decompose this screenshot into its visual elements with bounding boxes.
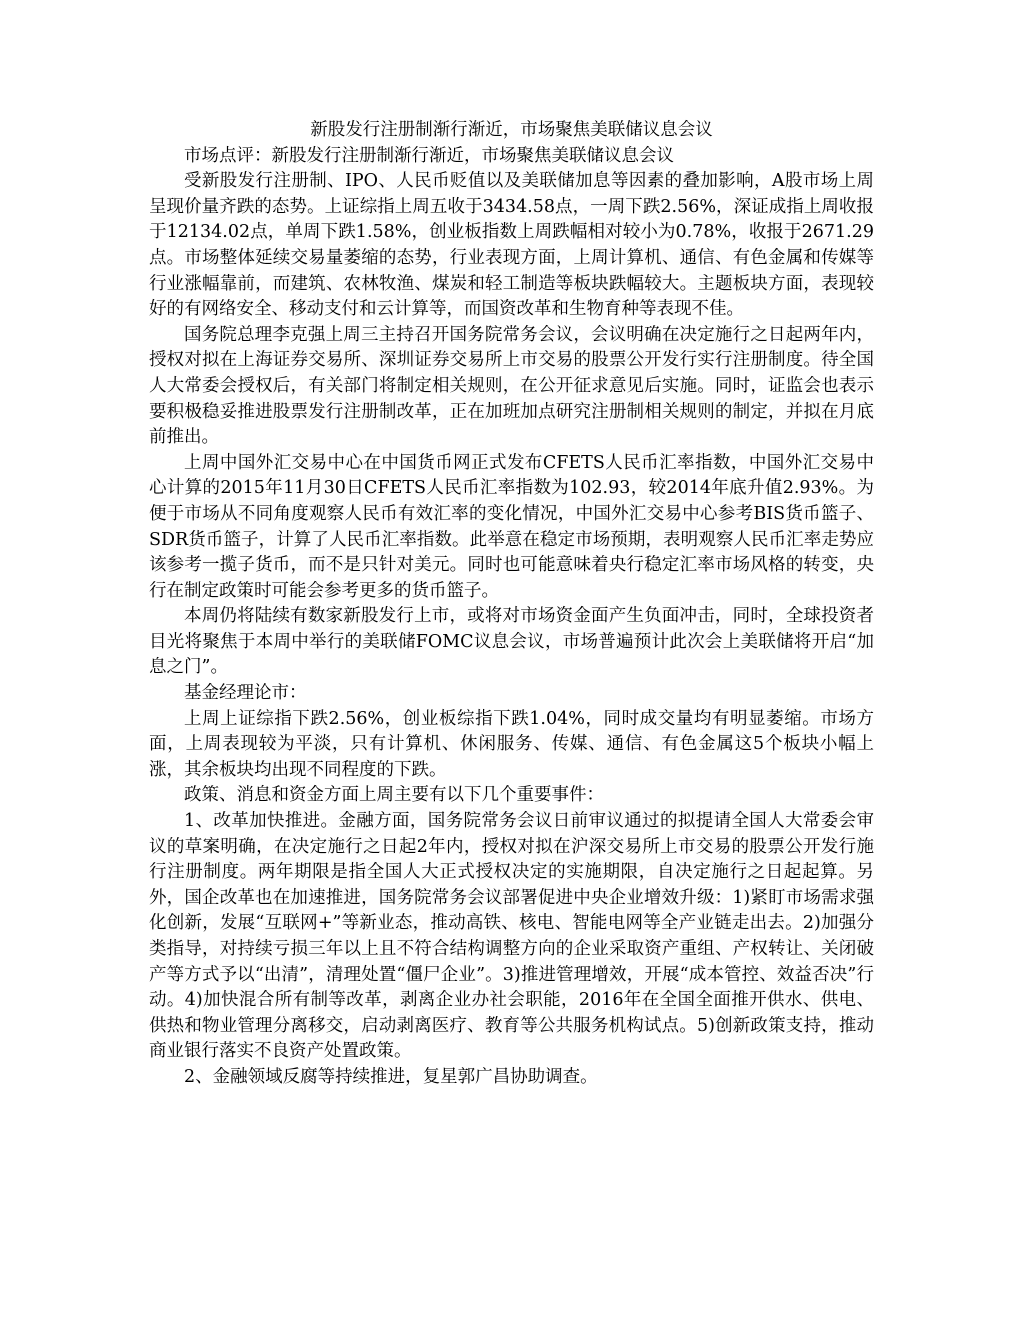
paragraph-fund-manager-heading: 基金经理论市：	[184, 683, 307, 704]
paragraph-outlook: 本周仍将陆续有数家新股发行上市，或将对市场资金面产生负面冲击，同时，全球投资者目光将聚焦于本周中举行的美联储FOMC议息会议，市场普遍预计此次会上美联储将开启“加息之门”。	[149, 606, 874, 678]
paragraph-weekly-summary: 上周上证综指下跌2.56%，创业板综指下跌1.04%，同时成交量均有明显萎缩。市场方面，上周表现较为平淡，只有计算机、休闲服务、传媒、通信、有色金属这5个板块小幅上涨，其余板块均出现不同程度的下跌。	[149, 708, 874, 780]
paragraph-cfets-index: 上周中国外汇交易中心在中国货币网正式发布CFETS人民币汇率指数，中国外汇交易中心计算的2015年11月30日CFETS人民币汇率指数为102.93，较2014年底升值2.93%。为便于市场从不同角度观察人民币有效汇率的变化情况，中国外汇交易中心参考BIS货币篮子、SDR货币篮子，计算了人民币汇率指数。此举意在稳定市场预期，表明观察人民币汇率走势应该参考一揽子货币，而不是只针对美元。同时也可能意味着央行稳定汇率市场风格的转变，央行在制定政策时可能会参考更多的货币篮子。	[149, 452, 874, 601]
paragraph-state-council: 国务院总理李克强上周三主持召开国务院常务会议，会议明确在决定施行之日起两年内，授权对拟在上海证券交易所、深圳证券交易所上市交易的股票公开发行实行注册制度。待全国人大常委会授权后，有关部门将制定相关规则，在公开征求意见后实施。同时，证监会也表示要积极稳妥推进股票发行注册制改革，正在加班加点研究注册制相关规则的制定，并拟在月底前推出。	[149, 324, 874, 448]
paragraph-market-comment-heading: 市场点评：新股发行注册制渐行渐近，市场聚焦美联储议息会议	[184, 145, 674, 166]
paragraph-market-review: 受新股发行注册制、IPO、人民币贬值以及美联储加息等因素的叠加影响，A股市场上周呈现价量齐跌的态势。上证综指上周五收于3434.58点，一周下跌2.56%，深证成指上周收报于12134.02点，单周下跌1.58%，创业板指数上周跌幅相对较小为0.78%，收报于2671.29点。市场整体延续交易量萎缩的态势，行业表现方面，上周计算机、通信、有色金属和传媒等行业涨幅靠前，而建筑、农林牧渔、煤炭和轻工制造等板块跌幅较大。主题板块方面，表现较好的有网络安全、移动支付和云计算等，而国资改革和生物育种等表现不佳。	[149, 171, 874, 320]
paragraph-event-1: 1、改革加快推进。金融方面，国务院常务会议日前审议通过的拟提请全国人大常委会审议的草案明确，在决定施行之日起2年内，授权对拟在沪深交易所上市交易的股票公开发行施行注册制度。两年期限是指全国人大正式授权决定的实施期限，自决定施行之日起起算。另外，国企改革也在加速推进，国务院常务会议部署促进中央企业增效升级：1)紧盯市场需求强化创新，发展“互联网+”等新业态，推动高铁、核电、智能电网等全产业链走出去。2)加强分类指导，对持续亏损三年以上且不符合结构调整方向的企业采取资产重组、产权转让、关闭破产等方式予以“出清”，清理处置“僵尸企业”。3)推进管理增效，开展“成本管控、效益否决”行动。4)加快混合所有制等改革，剥离企业办社会职能，2016年在全国全面推开供水、供电、供热和物业管理分离移交，启动剥离医疗、教育等公共服务机构试点。5)创新政策支持，推动商业银行落实不良资产处置政策。	[149, 811, 874, 1062]
paragraph-events-heading: 政策、消息和资金方面上周主要有以下几个重要事件：	[184, 785, 604, 806]
document-title: 新股发行注册制渐行渐近，市场聚焦美联储议息会议	[310, 120, 713, 140]
paragraph-event-2: 2、金融领域反腐等持续推进，复星郭广昌协助调查。	[184, 1066, 598, 1087]
document-page	[149, 118, 874, 1091]
